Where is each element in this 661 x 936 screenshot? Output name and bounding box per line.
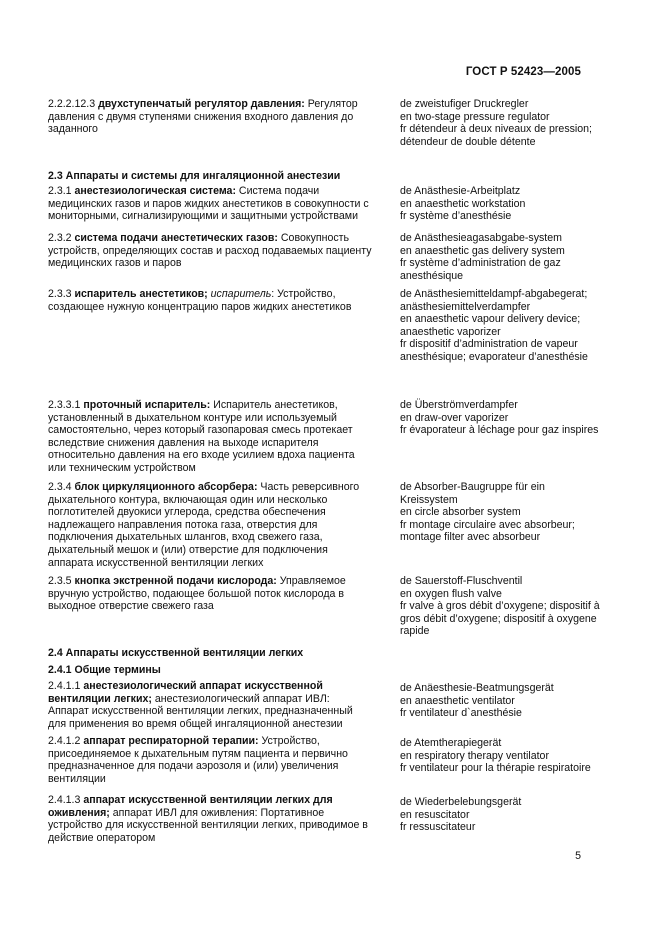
term-definition: Совокупность устройств, определяющих состав и расход подаваемых пациенту медицинских газов и паров [48, 232, 372, 270]
term-name: испаритель анестетиков; [74, 288, 208, 300]
term-de: de Anäesthesie-Beatmungsgerät [400, 682, 554, 694]
term-name: анестезиологическая система: [74, 185, 236, 197]
term-fr: fr système d’anesthésie [400, 210, 512, 223]
term-de: de Anästhesiemitteldampf-abgabegerat; anästhesiemittelverdampfer [400, 288, 588, 313]
term-en: en anaesthetic ventilator [400, 694, 515, 707]
document-header: ГОСТ Р 52423—2005 [465, 66, 581, 78]
term-en: en resuscitator [400, 808, 470, 821]
term-entry-left [48, 399, 372, 475]
term-number: 2.4.1.2 [48, 735, 81, 747]
term-fr: fr système d’administration de gaz anesthésique [400, 257, 561, 282]
term-number: 2.3.2 [48, 232, 72, 244]
term-name: система подачи анестетических газов: [74, 232, 278, 244]
term-de: de Sauerstoff-Fluschventil [400, 575, 523, 587]
term-entry-left [48, 794, 372, 844]
term-fr: fr détendeur à deux niveaux de pression; détendeur de double détente [400, 123, 592, 148]
term-number: 2.3.3.1 [48, 399, 81, 411]
term-de: de Atemtherapiegerät [400, 737, 502, 749]
term-de: de zweistufiger Druckregler [400, 98, 529, 110]
term-entry-left [48, 98, 372, 136]
term-equivalents [400, 682, 600, 720]
term-equivalents [400, 399, 600, 437]
term-number: 2.4.1.1 [48, 680, 81, 692]
term-de: de Anästhesieagasabgabe-system [400, 232, 562, 244]
term-en: en respiratory therapy ventilator [400, 749, 549, 762]
term-de: de Anästhesie-Arbeitplatz [400, 185, 521, 197]
term-equivalents [400, 737, 600, 775]
term-number: 2.4.1.3 [48, 794, 81, 806]
term-definition: анестезиологический аппарат ИВЛ: Аппарат искусственной вентиляции легких, предназначенный для применения во время общей ингаляционной анестезии [48, 692, 353, 730]
term-equivalents [400, 481, 600, 544]
term-definition: Испаритель анестетиков, установленный в дыхательном контуре или используемый самостоятельно, через который газопаровая смесь протекает вследствие снижения давления на выходе испарителя относительно давления на его входе усилием вдоха пациента или техническим устройством [48, 399, 355, 474]
section-heading: 2.4 Аппараты искусственной вентиляции легких [48, 647, 304, 659]
term-name: аппарат респираторной терапии: [83, 735, 259, 747]
term-en: en anaesthetic workstation [400, 197, 526, 210]
term-entry-left [48, 735, 372, 785]
term-fr: fr ressuscitateur [400, 821, 476, 834]
term-equivalents [400, 796, 600, 834]
term-de: de Absorber-Baugruppe für ein Kreissystem [400, 481, 545, 506]
term-fr: fr ventilateur d`anesthésie [400, 707, 522, 720]
term-en: en circle absorber system [400, 506, 521, 519]
section-heading: 2.3 Аппараты и системы для ингаляционной анестезии [48, 170, 341, 182]
term-equivalents [400, 98, 600, 148]
term-equivalents [400, 575, 600, 638]
term-number: 2.3.3 [48, 288, 72, 300]
term-name: анестезиологический аппарат искусственной вентиляции легких; [48, 680, 323, 705]
term-definition: Управляемое вручную устройство, подающее большой поток кислорода в выходное отверстие свежего газа [48, 575, 346, 613]
term-name: блок циркуляционного абсорбера: [74, 481, 258, 493]
term-equivalents [400, 232, 600, 282]
term-en: en two-stage pressure regulator [400, 110, 550, 123]
term-en: en oxygen flush valve [400, 587, 502, 600]
term-number: 2.3.4 [48, 481, 72, 493]
term-name: проточный испаритель: [83, 399, 211, 411]
term-equivalents [400, 185, 600, 223]
term-number: 2.3.1 [48, 185, 72, 197]
term-de: de Überströmverdampfer [400, 399, 518, 411]
term-number: 2.3.5 [48, 575, 72, 587]
term-entry-left [48, 575, 372, 613]
page-number: 5 [575, 850, 581, 862]
term-fr: fr ventilateur pour la thérapie respiratoire [400, 762, 591, 775]
term-entry-left [48, 288, 372, 313]
term-entry-left [48, 232, 372, 270]
term-definition: Регулятор давления с двумя ступенями снижения входного давления до заданного [48, 98, 358, 136]
term-entry-left [48, 680, 372, 730]
subsection-heading: 2.4.1 Общие термины [48, 664, 161, 676]
term-name: аппарат искусственной вентиляции легких для оживления; [48, 794, 333, 819]
term-definition: Система подачи медицинских газов и паров жидких анестетиков в совокупности с мониторными, сигнализирующими и защитными устройствами [48, 185, 369, 223]
term-definition: Устройство, присоединяемое к дыхательным путям пациента и первично предназначенное для подачи аэрозоля и (или) увеличения вентиляции [48, 735, 348, 785]
term-de: de Wiederbelebungsgerät [400, 796, 522, 808]
term-fr: fr évaporateur à léchage pour gaz inspires [400, 424, 599, 437]
term-name: кнопка экстренной подачи кислорода: [74, 575, 277, 587]
term-en: en anaesthetic gas delivery system [400, 244, 565, 257]
term-definition: Часть реверсивного дыхательного контура, включающая один или несколько поглотителей двуокиси углерода, средства обеспечения надлежащего направления потока газа, отверстия для подключения дыхательных шлангов, вход свежего газа, дыхательный мешок и (или) отверстие для подключения аппарата искусственной вентиляции легких [48, 481, 360, 569]
term-definition: аппарат ИВЛ для оживления: Портативное устройство для искусственной вентиляции легких, приводимое в действие оператором [48, 806, 368, 844]
term-fr: fr montage circulaire avec absorbeur; montage filter avec absorbeur [400, 518, 575, 544]
term-definition: : Устройство, создающее нужную концентрацию паров жидких анестетиков [48, 288, 352, 313]
term-name: двухступенчатый регулятор давления: [98, 98, 305, 110]
term-synonym: испаритель [207, 288, 272, 300]
term-number: 2.2.2.12.3 [48, 98, 96, 110]
term-equivalents [400, 288, 600, 364]
term-entry-left [48, 481, 372, 569]
term-en: en anaesthetic vapour delivery device; anaesthetic vaporizer [400, 313, 581, 338]
term-fr: fr dispositif d’administration de vapeur anesthésique; evaporateur d’anesthésie [400, 338, 588, 363]
term-entry-left [48, 185, 372, 223]
term-en: en draw-over vaporizer [400, 411, 509, 424]
term-fr: fr valve à gros débit d’oxygene; dispositif à gros débit d’oxygene; dispositif à oxygene rapide [400, 600, 600, 638]
